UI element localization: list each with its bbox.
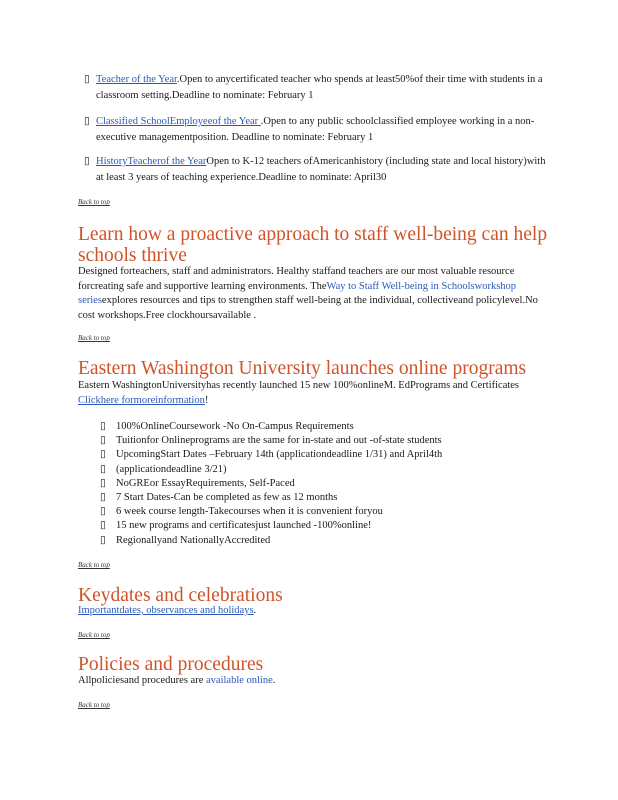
ewu-paragraph: Eastern WashingtonUniversityhas recently launched 15 new 100%onlineM. EdPrograms and Certificates Clickhere formoreinformation! [78, 380, 520, 406]
section-heading-wellbeing: Learn how a proactive approach to staff well-being can help schools thrive [78, 224, 548, 266]
bullet-icon: ▯ [100, 506, 106, 518]
teacher-of-year-link[interactable]: Teacher of the Year [96, 74, 177, 85]
ewu-more-info-link[interactable]: Clickhere formoreinformation [78, 394, 205, 406]
list-item: ▯ UpcomingStart Dates –February 14th (applicationdeadline 1/31) and April4th [100, 448, 540, 462]
section-heading-ewu: Eastern Washington University launches online programs [78, 358, 527, 379]
bullet-icon: ▯ [100, 534, 106, 546]
award-description: .Open to anycertificated teacher who spends at least50%of their time with students in a classroom setting.Deadline to nominate: February 1 [96, 74, 543, 101]
award-item-classified [84, 114, 554, 146]
back-to-top-link[interactable]: Back to top [78, 701, 110, 709]
bullet-icon: ▯ [84, 116, 90, 127]
wellbeing-paragraph: Designed forteachers, staff and administrators. Healthy staffand teachers are our most valuable resource forcreating safe and supportive learning environments. TheWay to Staff Well-being in Schoolsworkshop seriesexplores resources and tips to strengthen staff well-being at the individual, collectiveand policylevel.No cost workshops.Free clockhoursavailable . [78, 266, 538, 321]
award-description: .Open to any public schoolclassified employee working in a non-executive managementposition. Deadline to nominate: February 1 [96, 116, 535, 143]
back-to-top-link[interactable]: Back to top [78, 198, 110, 206]
list-item: ▯ Regionallyand NationallyAccredited [100, 534, 540, 548]
list-item: ▯ 7 Start Dates-Can be completed as few as 12 months [100, 491, 540, 505]
bullet-icon: ▯ [84, 156, 90, 167]
award-item-teacher [84, 72, 554, 104]
policies-paragraph: Allpoliciesand procedures are available online. [78, 675, 276, 686]
important-dates-link[interactable]: Importantdates, observances and holidays [78, 605, 254, 616]
list-item: ▯ Tuitionfor Onlineprograms are the same for in-state and out -of-state students [100, 434, 540, 448]
bullet-icon: ▯ [100, 492, 106, 504]
list-item: ▯ 100%OnlineCoursework -No On-Campus Requirements [100, 420, 540, 434]
keydates-paragraph: Importantdates, observances and holidays. [78, 605, 257, 616]
bullet-icon: ▯ [100, 463, 106, 475]
section-heading-keydates: Keydates and celebrations [78, 585, 283, 606]
bullet-icon: ▯ [100, 449, 106, 461]
classified-employee-link[interactable]: Classified SchoolEmployeeof the Year [96, 116, 261, 127]
list-item: ▯ NoGREor EssayRequirements, Self-Paced [100, 477, 540, 491]
section-heading-policies: Policies and procedures [78, 654, 264, 675]
bullet-icon: ▯ [100, 435, 106, 447]
history-teacher-link[interactable]: HistoryTeacherof the Year [96, 156, 207, 167]
bullet-icon: ▯ [100, 520, 106, 532]
bullet-icon: ▯ [84, 74, 90, 85]
ewu-feature-list [100, 420, 540, 548]
award-item-history [84, 154, 554, 186]
bullet-icon: ▯ [100, 477, 106, 489]
back-to-top-link[interactable]: Back to top [78, 561, 110, 569]
back-to-top-link[interactable]: Back to top [78, 631, 110, 639]
bullet-icon: ▯ [100, 421, 106, 432]
award-description: Open to K-12 teachers ofAmericanhistory (including state and local history)with at least 3 years of teaching experience.Deadline to nominate: April30 [96, 156, 546, 183]
wellbeing-workshop-link[interactable]: Way to Staff Well-being in Schoolsworkshop series [78, 280, 517, 306]
back-to-top-link[interactable]: Back to top [78, 334, 110, 342]
list-item: ▯ 15 new programs and certificatesjust launched -100%online! [100, 519, 540, 533]
list-item: ▯ (applicationdeadline 3/21) [100, 463, 540, 477]
policies-online-link[interactable]: available online [206, 675, 273, 686]
list-item: ▯ 6 week course length-Takecourses when it is convenient foryou [100, 505, 540, 519]
